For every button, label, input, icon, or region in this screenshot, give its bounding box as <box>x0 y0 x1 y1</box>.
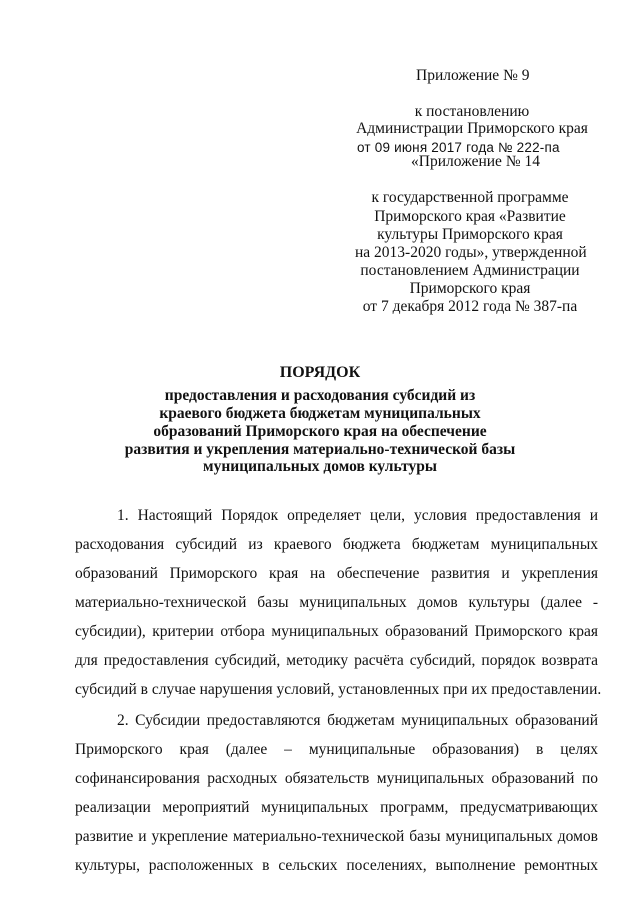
document-subtitle-line: предоставления и расходования субсидий из <box>164 387 476 404</box>
document-subtitle-line: образований Приморского края на обеспечение <box>153 423 487 440</box>
program-line: культуры Приморского края <box>377 226 563 243</box>
paragraph-1-line: расходования субсидий из краевого бюджета бюджетам муниципальных <box>75 536 598 553</box>
program-line: Приморского края «Развитие <box>374 208 566 225</box>
date-stamp: от 09 июня 2017 года № 222-па <box>357 140 560 155</box>
document-subtitle-line: развития и укрепления материально-технической базы <box>124 441 516 458</box>
previous-appendix: «Приложение № 14 <box>411 153 540 170</box>
paragraph-1-line: 1. Настоящий Порядок определяет цели, условия предоставления и <box>117 507 598 524</box>
resolution-line: Администрации Приморского края <box>356 120 588 137</box>
paragraph-1-line: для предоставления субсидий, методику расчёта субсидий, порядок возврата <box>75 652 598 669</box>
document-subtitle-line: краевого бюджета бюджетам муниципальных <box>159 405 481 422</box>
paragraph-2-line: софинансирования расходных обязательств муниципальных образований по <box>75 770 598 787</box>
paragraph-1-line: субсидии), критерии отбора муниципальных образований Приморского края <box>75 623 598 640</box>
paragraph-1-line: субсидий в случае нарушения условий, установленных при их предоставлении. <box>75 681 602 698</box>
paragraph-1-line: образований Приморского края на обеспечение развития и укрепления <box>75 565 598 582</box>
paragraph-2-line: 2. Субсидии предоставляются бюджетам муниципальных образований <box>117 712 598 729</box>
program-line: постановлением Администрации <box>360 262 580 279</box>
document-heading: ПОРЯДОК <box>279 364 361 381</box>
paragraph-2-line: культуры, расположенных в сельских поселениях, выполнение ремонтных <box>75 857 598 874</box>
program-line: Приморского края <box>409 280 531 297</box>
program-line: на 2013-2020 годы», утвержденной <box>355 244 587 261</box>
paragraph-1-line: материально-технической базы муниципальных домов культуры (далее - <box>75 594 598 611</box>
resolution-line: к постановлению <box>414 103 530 120</box>
document-subtitle-line: муниципальных домов культуры <box>203 458 437 475</box>
program-line: от 7 декабря 2012 года № 387-па <box>362 298 578 315</box>
paragraph-2-line: реализации мероприятий муниципальных программ, предусматривающих <box>75 799 598 816</box>
appendix-number: Приложение № 9 <box>416 67 530 84</box>
paragraph-2-line: Приморского края (далее – муниципальные образования) в целях <box>75 741 598 758</box>
program-line: к государственной программе <box>371 189 569 206</box>
paragraph-2-line: развитие и укрепление материально-технической базы муниципальных домов <box>75 828 598 845</box>
